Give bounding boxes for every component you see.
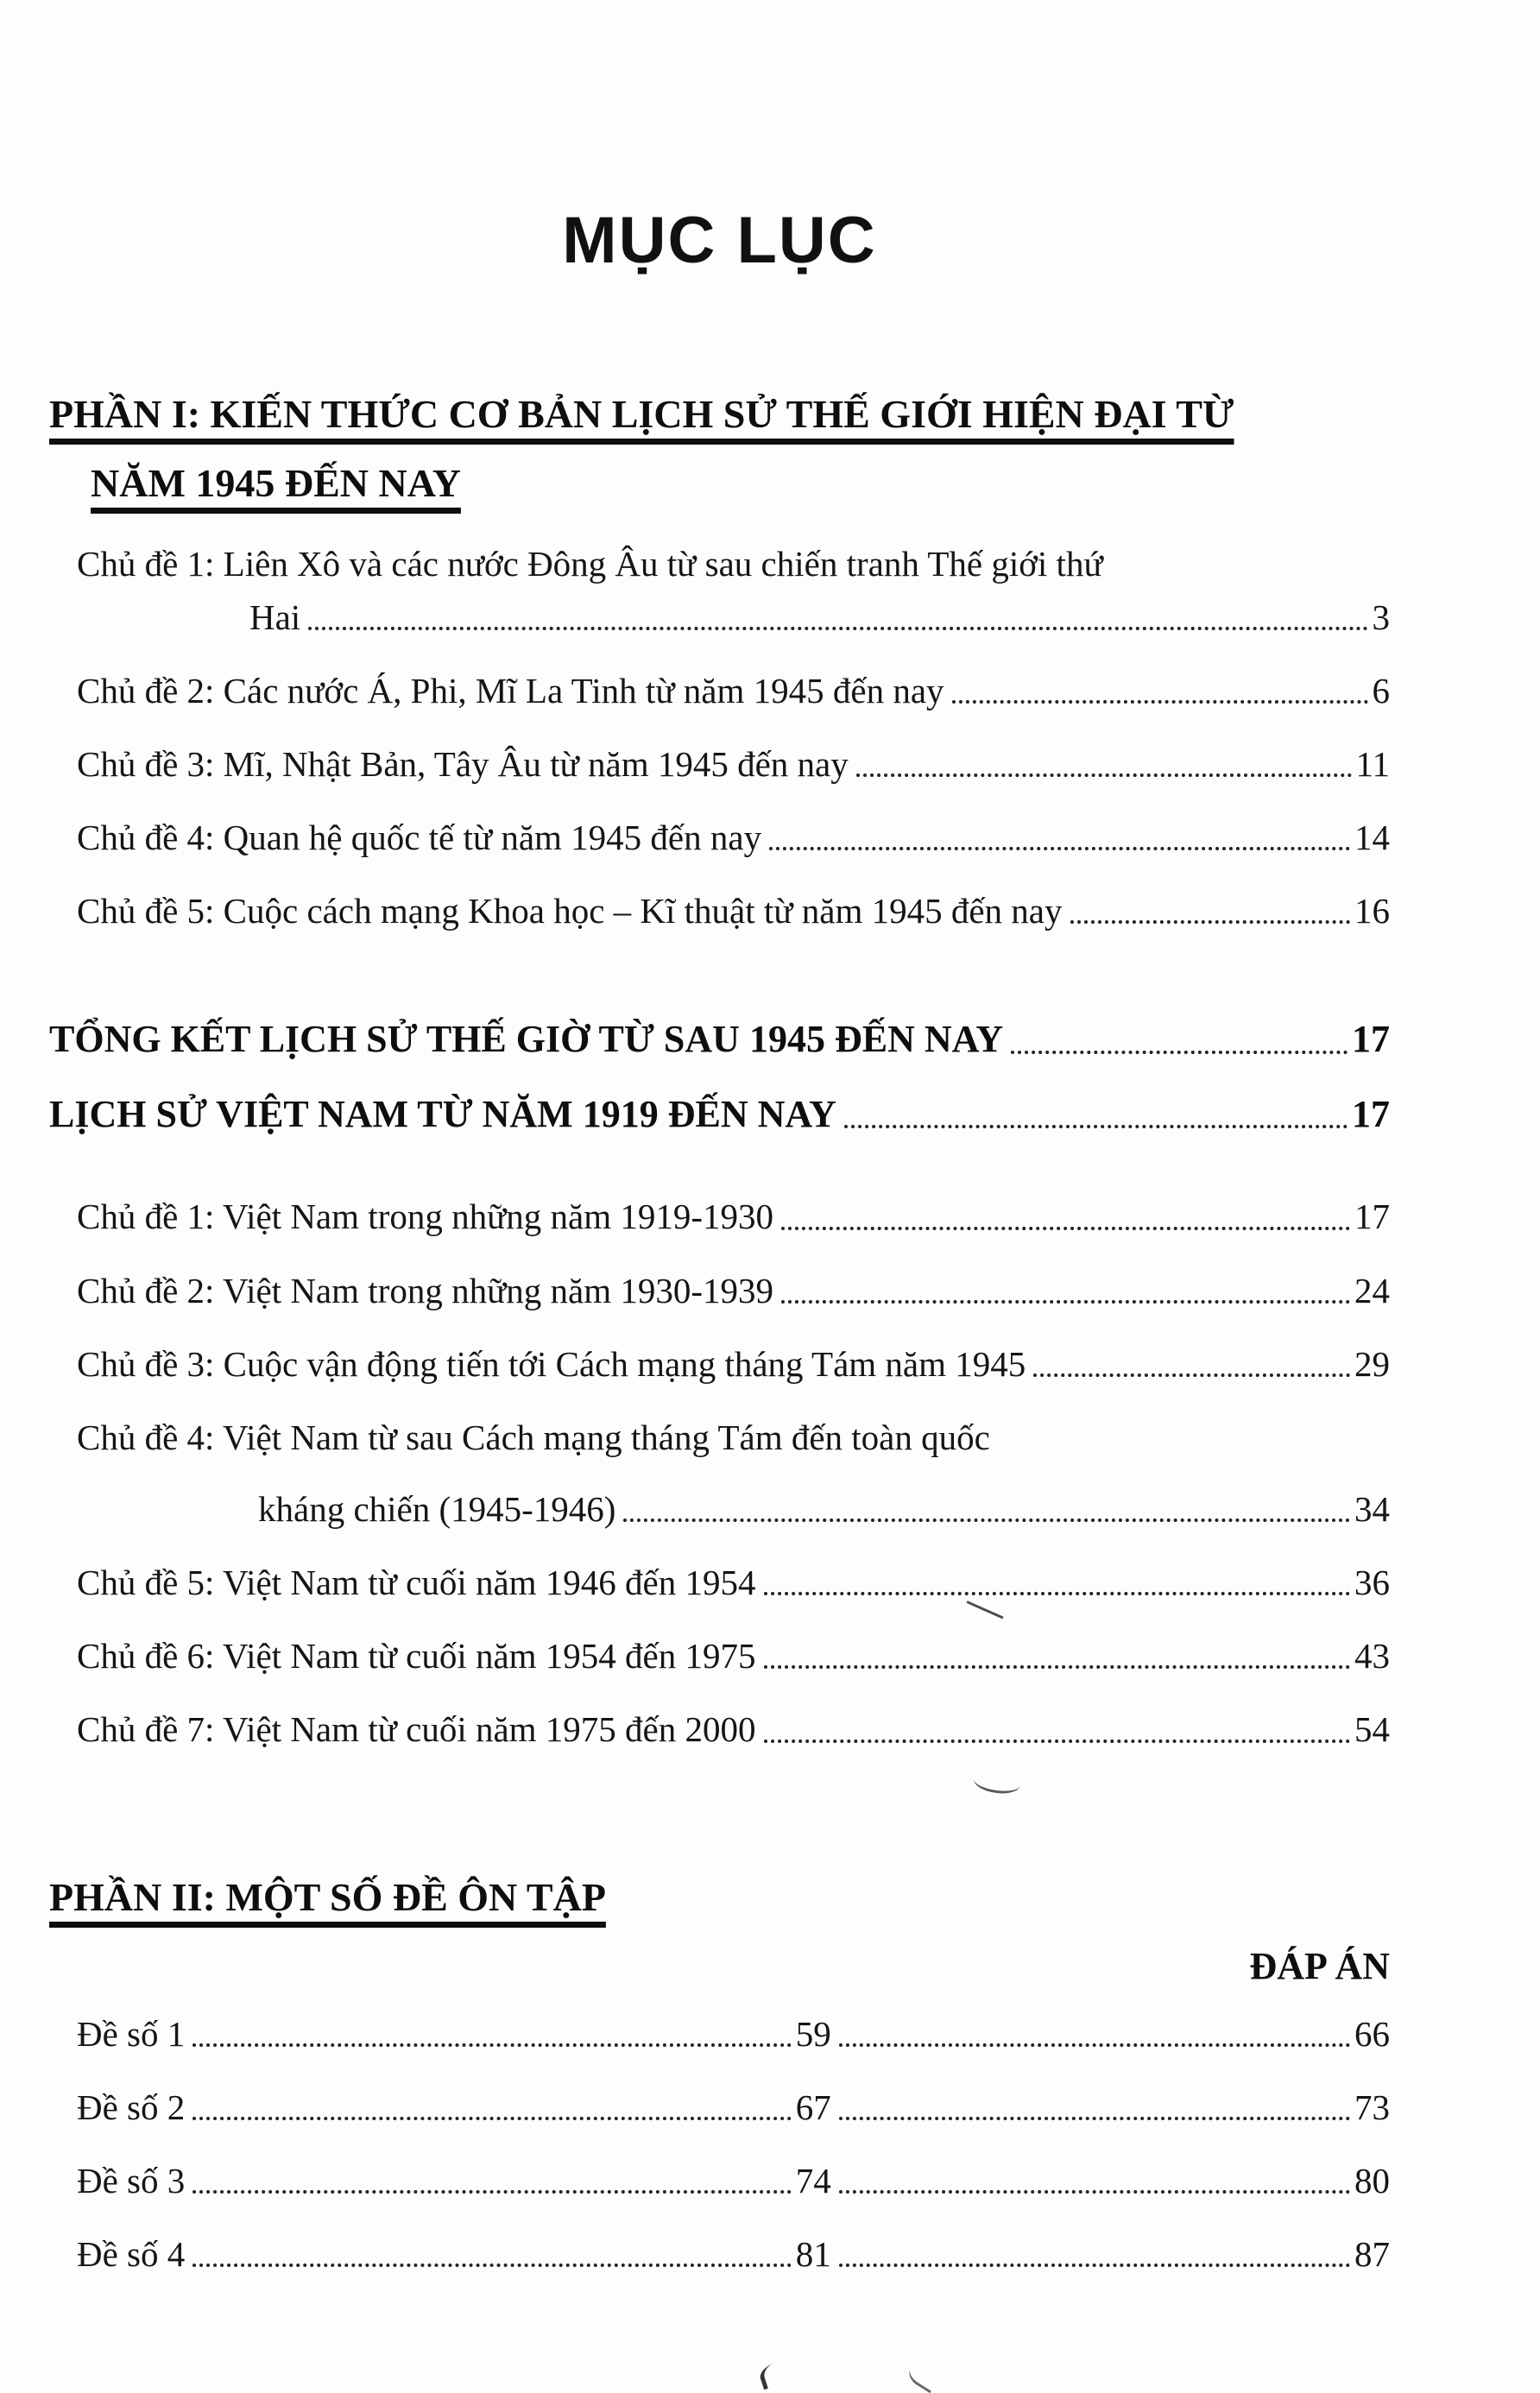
dotted-leader <box>856 773 1352 777</box>
toc-entry-page: 43 <box>1354 1636 1390 1676</box>
exam-answer-page-number: 80 <box>1354 2160 1390 2200</box>
dotted-leader <box>192 2190 791 2194</box>
part1-heading <box>49 380 1390 518</box>
toc-entry-page: 24 <box>1354 1270 1390 1310</box>
dotted-leader <box>192 2264 791 2267</box>
exam-answer-page-number: 73 <box>1354 2087 1390 2127</box>
summary-entry <box>49 1018 1390 1062</box>
toc-entry-label: Chủ đề 3: Cuộc vận động tiến tới Cách mạng tháng Tám năm 1945 <box>77 1343 1026 1384</box>
toc-entry <box>49 1636 1390 1676</box>
toc-entry <box>49 891 1390 931</box>
toc-entry-page: 36 <box>1354 1563 1390 1603</box>
toc-entry <box>49 1417 1390 1530</box>
dotted-leader <box>839 2190 1350 2194</box>
toc-entry <box>49 1709 1390 1750</box>
toc-entry <box>49 671 1390 711</box>
toc-entry-label: Chủ đề 7: Việt Nam từ cuối năm 1975 đến 2000 <box>77 1709 756 1750</box>
toc-entry-label: Chủ đề 4: Quan hệ quốc tế từ năm 1945 đến nay <box>77 817 762 857</box>
toc-entry-label: Chủ đề 1: Việt Nam trong những năm 1919-1930 <box>77 1196 774 1237</box>
summary-entry-label: LỊCH SỬ VIỆT NAM TỪ NĂM 1919 ĐẾN NAY <box>49 1092 836 1135</box>
dotted-leader <box>952 700 1368 704</box>
toc-entry-page: 14 <box>1354 817 1390 857</box>
dotted-leader <box>192 2043 791 2047</box>
dotted-leader <box>781 1227 1350 1230</box>
exam-rows <box>49 2014 1390 2276</box>
summary-entry-page: 17 <box>1352 1092 1390 1135</box>
dotted-leader <box>764 1740 1350 1743</box>
toc-entry-page: 34 <box>1354 1488 1390 1529</box>
exam-row <box>49 2014 1390 2055</box>
part1-heading-line1: PHẦN I: KIẾN THỨC CƠ BẢN LỊCH SỬ THẾ GIỚI HIỆN ĐẠI TỪ <box>49 392 1234 437</box>
toc-entry-page: 54 <box>1354 1709 1390 1750</box>
summary-entry <box>49 1093 1390 1137</box>
toc-entry-label: Chủ đề 1: Liên Xô và các nước Đông Âu từ sau chiến tranh Thế giới thứ <box>77 544 1103 584</box>
exam-row <box>49 2161 1390 2201</box>
dotted-leader <box>1070 920 1351 924</box>
toc-entry-label-line2: Hai <box>249 597 301 637</box>
summary-entry-page: 17 <box>1352 1018 1390 1061</box>
dotted-leader <box>1011 1051 1348 1054</box>
toc-entry <box>49 1344 1390 1385</box>
toc-entry-page: 3 <box>1372 597 1390 637</box>
dotted-leader <box>192 2117 791 2120</box>
toc-entry-label: Chủ đề 5: Việt Nam từ cuối năm 1946 đến 1954 <box>77 1563 756 1603</box>
toc-entry-label: Chủ đề 2: Các nước Á, Phi, Mĩ La Tinh từ năm 1945 đến nay <box>77 670 944 710</box>
toc-entry-label: Chủ đề 4: Việt Nam từ sau Cách mạng tháng Tám đến toàn quốc <box>77 1417 990 1457</box>
summary-block <box>49 1018 1390 1136</box>
vietnam-block <box>49 1196 1390 1750</box>
toc-entry <box>49 544 1390 637</box>
summary-entry-label: TỔNG KẾT LỊCH SỬ THẾ GIỜ TỪ SAU 1945 ĐẾN NAY <box>49 1018 1004 1061</box>
toc-entry <box>49 1196 1390 1237</box>
answers-column-header: ĐÁP ÁN <box>1249 1944 1390 1987</box>
dotted-leader <box>623 1519 1350 1522</box>
toc-entry <box>49 818 1390 858</box>
exam-page-number: 59 <box>795 2013 831 2054</box>
dotted-leader <box>764 1592 1350 1595</box>
toc-entry-page: 6 <box>1372 670 1390 710</box>
toc-entry-label: Chủ đề 6: Việt Nam từ cuối năm 1954 đến 1975 <box>77 1636 756 1676</box>
part1-heading-line2: NĂM 1945 ĐẾN NAY <box>91 461 461 506</box>
toc-entry-label: Chủ đề 3: Mĩ, Nhật Bản, Tây Âu từ năm 1945 đến nay <box>77 743 849 784</box>
dotted-leader <box>781 1300 1350 1304</box>
part2-heading <box>49 1863 1390 1932</box>
exam-page-number: 74 <box>795 2160 831 2200</box>
dotted-leader <box>839 2117 1350 2120</box>
toc-entry <box>49 1271 1390 1311</box>
dotted-leader <box>1033 1373 1350 1377</box>
toc-entry <box>49 744 1390 785</box>
exam-row <box>49 2087 1390 2128</box>
exam-row-label: Đề số 2 <box>77 2087 186 2127</box>
dotted-leader <box>839 2043 1350 2047</box>
exam-row-label: Đề số 3 <box>77 2160 186 2200</box>
exam-page-number: 81 <box>795 2233 831 2274</box>
exam-answer-page-number: 87 <box>1354 2233 1390 2274</box>
exam-row-label: Đề số 4 <box>77 2233 186 2274</box>
part2-heading-line: PHẦN II: MỘT SỐ ĐỀ ÔN TẬP <box>49 1874 606 1919</box>
page-title: MỤC LỤC <box>562 204 877 277</box>
toc-entry-label: Chủ đề 2: Việt Nam trong những năm 1930-1939 <box>77 1270 774 1310</box>
exam-answer-page-number: 66 <box>1354 2013 1390 2054</box>
dotted-leader <box>844 1125 1348 1128</box>
dotted-leader <box>839 2264 1350 2267</box>
toc-entry-page: 29 <box>1354 1343 1390 1384</box>
toc-entry-page: 11 <box>1355 743 1390 784</box>
dotted-leader <box>769 847 1350 850</box>
toc-entry <box>49 1563 1390 1603</box>
exam-row-label: Đề số 1 <box>77 2013 186 2054</box>
dotted-leader <box>308 627 1367 630</box>
toc-entry-label-line2: kháng chiến (1945-1946) <box>258 1488 616 1529</box>
exam-page-number: 67 <box>795 2087 831 2127</box>
exam-row <box>49 2234 1390 2275</box>
toc-entry-page: 17 <box>1354 1196 1390 1237</box>
toc-entry-label: Chủ đề 5: Cuộc cách mạng Khoa học – Kĩ thuật từ năm 1945 đến nay <box>77 891 1063 931</box>
dotted-leader <box>764 1665 1350 1669</box>
toc-entry-page: 16 <box>1354 891 1390 931</box>
